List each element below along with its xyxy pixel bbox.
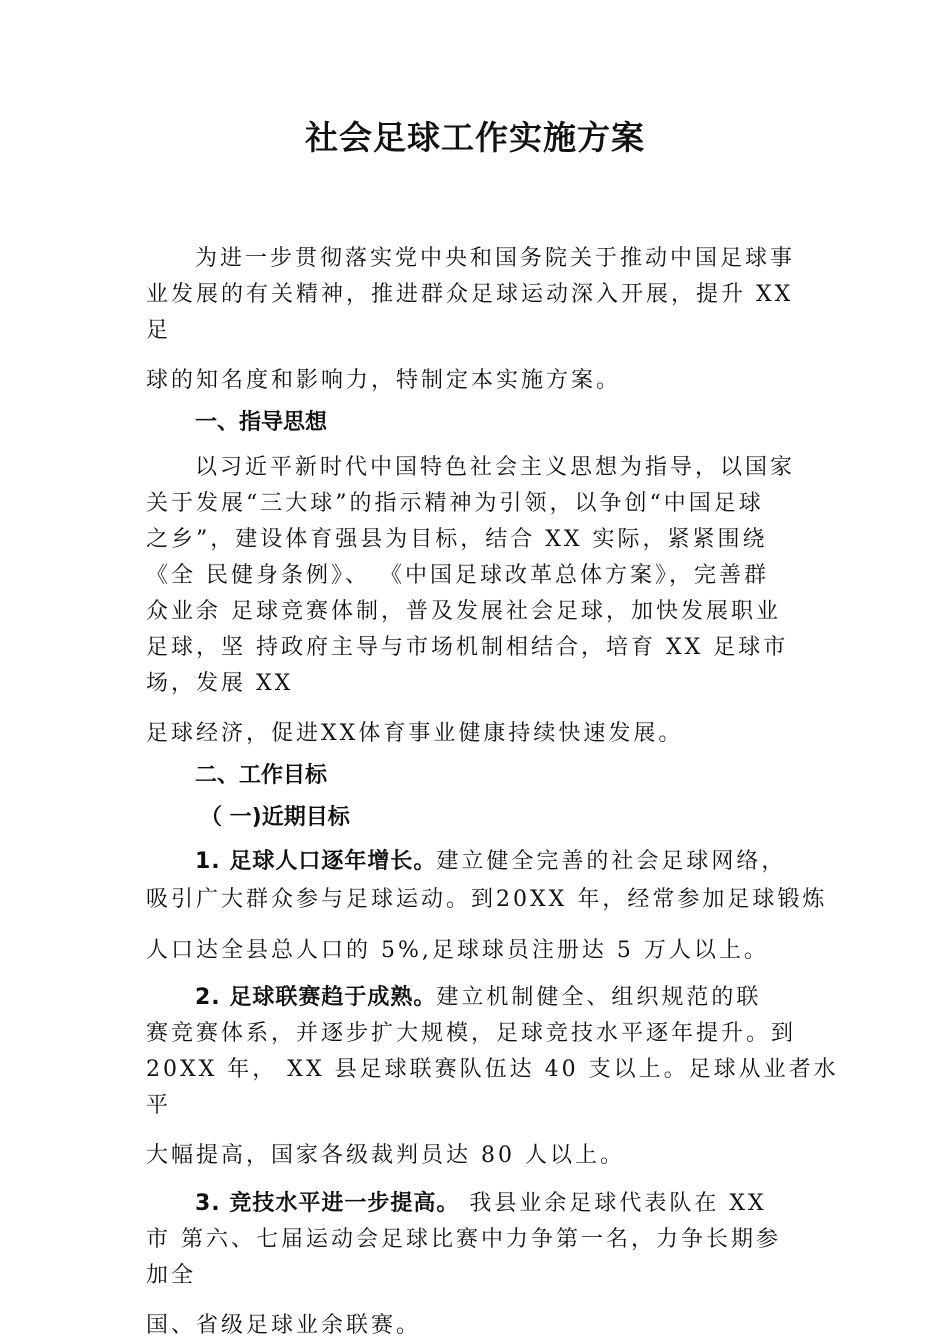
goal-item-1-text: 建立健全完善的社会足球网络， bbox=[436, 849, 787, 874]
goal-item-2-line: 大幅提高，国家各级裁判员达 80 人以上。 bbox=[146, 1143, 625, 1168]
section1-line: 之乡”，建设体育强县为目标，结合 XX 实际，紧紧围绕 bbox=[146, 527, 768, 552]
goal-item-3-line: 国、省级足球业余联赛。 bbox=[146, 1313, 422, 1338]
section1-line: 以习近平新时代中国特色社会主义思想为指导，以国家 bbox=[195, 455, 796, 480]
goal-item-2-text: 建立机制健全、组织规范的联 bbox=[436, 985, 762, 1010]
section1-line: 足球，坚 持政府主导与市场机制相结合，培育 XX 足球市 bbox=[146, 635, 789, 660]
intro-line: 球的知名度和影响力，特制定本实施方案。 bbox=[146, 368, 622, 393]
goal-item-2-line: 平 bbox=[146, 1093, 172, 1118]
goal-item-3-text: 我县业余足球代表队在 XX bbox=[459, 1191, 767, 1216]
section1-line: 场，发展 XX bbox=[146, 671, 294, 696]
goal-item-3-lead: 3. 竞技水平进一步提高。 bbox=[195, 1191, 460, 1216]
goal-item-2-lead: 2. 足球联赛趋于成熟。 bbox=[195, 985, 437, 1010]
section-heading-work-goals: 二、工作目标 bbox=[195, 763, 328, 788]
goal-item-3 bbox=[195, 1186, 825, 1222]
section1-line: 《全 民健身条例》、 《中国足球改革总体方案》，完善群 bbox=[146, 563, 769, 588]
goal-item-1-line: 吸引广大群众参与足球运动。到20XX 年，经常参加足球锻炼 bbox=[146, 887, 828, 912]
goal-item-1-lead: 1. 足球人口逐年增长。 bbox=[195, 849, 437, 874]
section1-line: 足球经济，促进XX体育事业健康持续快速发展。 bbox=[146, 721, 684, 746]
intro-line: 业发展的有关精神，推进群众足球运动深入开展，提升 XX bbox=[146, 282, 794, 307]
section1-line: 众业余 足球竞赛体制，普及发展社会足球，加快发展职业 bbox=[146, 599, 781, 624]
goal-item-3-line: 加全 bbox=[146, 1263, 197, 1288]
goal-item-2-line: 赛竞赛体系，并逐步扩大规模，足球竞技水平逐年提升。到 bbox=[146, 1021, 797, 1046]
section1-line: 关于发展“三大球”的指示精神为引领，以争创“中国足球 bbox=[146, 491, 764, 516]
intro-line: 为进一步贯彻落实党中央和国务院关于推动中国足球事 bbox=[195, 246, 796, 271]
goal-item-2-line: 20XX 年， XX 县足球联赛队伍达 40 支以上。足球从业者水 bbox=[146, 1057, 839, 1082]
goal-item-3-line: 市 第六、七届运动会足球比赛中力争第一名，力争长期参 bbox=[146, 1227, 781, 1252]
subsection-heading-near-term-goals: （ 一)近期目标 bbox=[200, 805, 350, 830]
section-heading-guiding-ideology: 一、指导思想 bbox=[195, 410, 328, 435]
intro-line: 足 bbox=[146, 318, 172, 343]
document-title: 社会足球工作实施方案 bbox=[305, 118, 645, 157]
goal-item-2 bbox=[195, 980, 825, 1016]
goal-item-1-line: 人口达全县总人口的 5%,足球球员注册达 5 万人以上。 bbox=[146, 938, 769, 963]
goal-item-1 bbox=[195, 844, 825, 880]
